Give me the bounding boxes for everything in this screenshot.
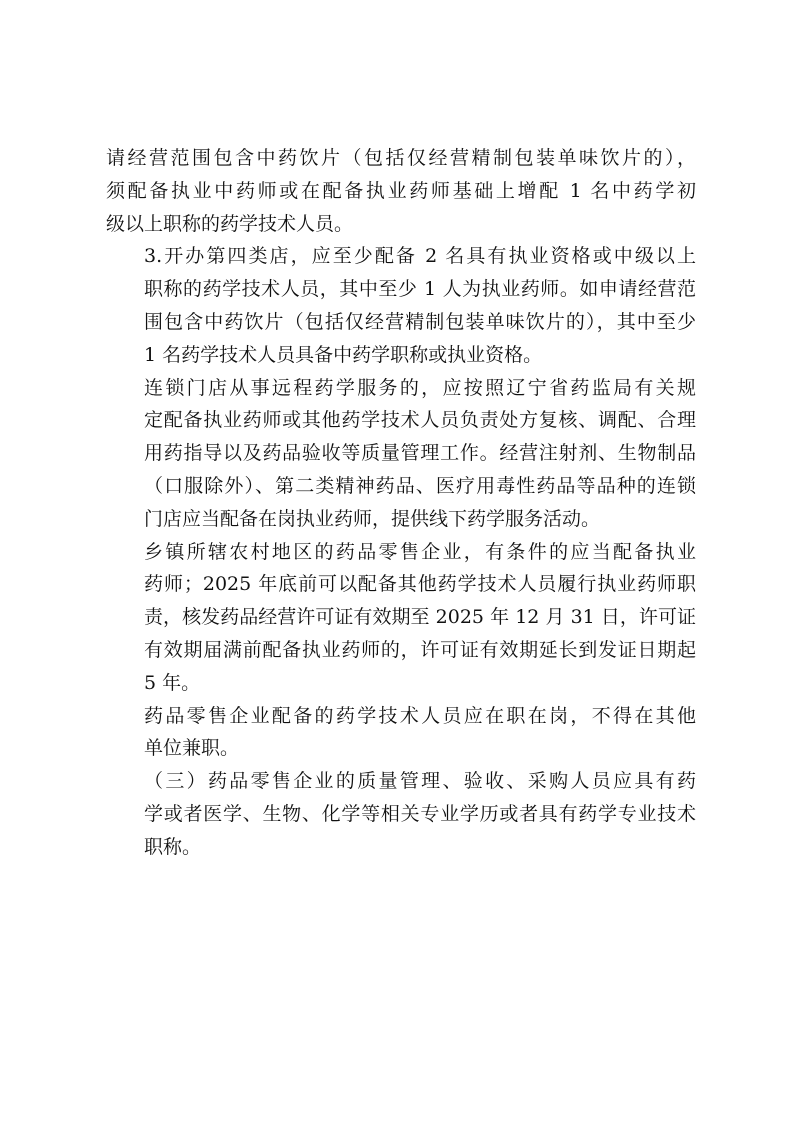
text-line: 用药指导以及药品验收等质量管理工作。经营注射剂、生物制品 xyxy=(144,442,696,465)
text-line: 职称。 xyxy=(144,835,202,858)
paragraph xyxy=(106,700,696,766)
text-line: 有效期届满前配备执业药师的，许可证有效期延长到发证日期起 xyxy=(144,638,696,661)
text-line: 单位兼职。 xyxy=(144,737,240,760)
text-line: 5 年。 xyxy=(144,671,201,694)
text-line: 须配备执业中药师或在配备执业药师基础上增配 1 名中药学初 xyxy=(106,179,696,202)
text-line: 连锁门店从事远程药学服务的，应按照辽宁省药监局有关规 xyxy=(144,376,696,399)
text-line: 3.开办第四类店，应至少配备 2 名具有执业资格或中级以上 xyxy=(144,245,696,268)
text-line: 药品零售企业配备的药学技术人员应在职在岗，不得在其他 xyxy=(144,704,696,727)
text-line: 责，核发药品经营许可证有效期至 2025 年 12 月 31 日，许可证 xyxy=(144,606,696,629)
paragraph xyxy=(106,765,696,863)
text-line: 学或者医学、生物、化学等相关专业学历或者具有药学专业技术 xyxy=(144,802,696,825)
text-line: 请经营范围包含中药饮片（包括仅经营精制包装单味饮片的）， xyxy=(106,147,696,169)
text-line: （口服除外）、第二类精神药品、医疗用毒性药品等品种的连锁 xyxy=(144,474,696,497)
text-line: 乡镇所辖农村地区的药品零售企业，有条件的应当配备执业 xyxy=(144,540,696,563)
text-line: （三）药品零售企业的质量管理、验收、采购人员应具有药 xyxy=(144,770,696,793)
paragraph xyxy=(106,536,696,700)
paragraph xyxy=(106,372,696,536)
text-line: 1 名药学技术人员具备中药学职称或执业资格。 xyxy=(144,343,543,366)
text-line: 职称的药学技术人员，其中至少 1 人为执业药师。如申请经营范 xyxy=(144,278,696,301)
text-line: 药师；2025 年底前可以配备其他药学技术人员履行执业药师职 xyxy=(144,573,696,596)
paragraph xyxy=(106,142,696,240)
paragraph xyxy=(106,240,696,371)
text-line: 定配备执业药师或其他药学技术人员负责处方复核、调配、合理 xyxy=(144,409,696,432)
text-line: 级以上职称的药学技术人员。 xyxy=(106,212,354,235)
text-line: 围包含中药饮片（包括仅经营精制包装单味饮片的），其中至少 xyxy=(144,310,696,333)
document-body xyxy=(106,142,696,864)
text-line: 门店应当配备在岗执业药师，提供线下药学服务活动。 xyxy=(144,507,601,530)
